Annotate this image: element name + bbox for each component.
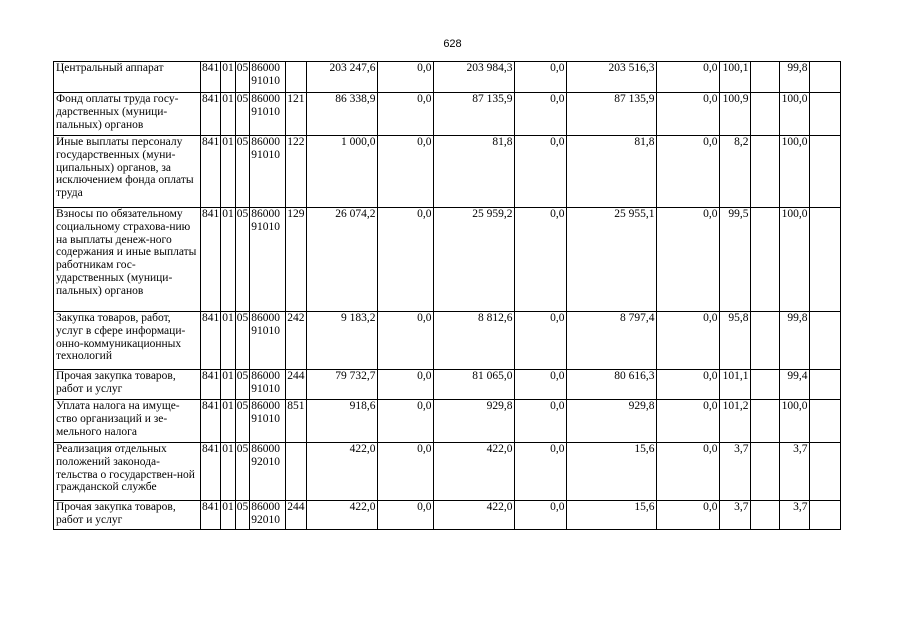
empty-cell xyxy=(809,501,840,530)
percent-cell: 99,5 xyxy=(719,208,750,312)
subsection-code: 05 xyxy=(235,400,250,443)
value-cell: 0,0 xyxy=(377,93,433,136)
value-cell: 0,0 xyxy=(514,312,566,370)
value-cell: 422,0 xyxy=(306,443,377,501)
value-cell: 0,0 xyxy=(377,62,433,93)
value-cell: 0,0 xyxy=(656,501,719,530)
ministry-code: 841 xyxy=(201,136,221,208)
section-code: 01 xyxy=(221,400,236,443)
value-cell: 15,6 xyxy=(566,443,656,501)
value-cell: 0,0 xyxy=(514,370,566,400)
section-code: 01 xyxy=(221,208,236,312)
value-cell: 26 074,2 xyxy=(306,208,377,312)
target-item-code-part: 86000 xyxy=(251,400,280,412)
empty-cell xyxy=(809,136,840,208)
section-code: 01 xyxy=(221,501,236,530)
value-cell: 79 732,7 xyxy=(306,370,377,400)
percent-cell: 99,8 xyxy=(779,312,809,370)
percent-cell: 3,7 xyxy=(719,443,750,501)
expense-type-code: 129 xyxy=(286,208,306,312)
value-cell: 0,0 xyxy=(377,208,433,312)
subsection-code: 05 xyxy=(235,370,250,400)
value-cell: 81,8 xyxy=(433,136,514,208)
value-cell: 0,0 xyxy=(377,400,433,443)
percent-cell: 100,0 xyxy=(779,400,809,443)
row-name: Взносы по обязательному социальному страхова-нию на выплаты денеж-ного содержания и иные выплаты работникам гос-ударственных (муници-пальных) органов xyxy=(54,208,201,312)
percent-cell: 8,2 xyxy=(719,136,750,208)
value-cell: 203 247,6 xyxy=(306,62,377,93)
value-cell: 0,0 xyxy=(514,208,566,312)
row-name: Реализация отдельных положений законода-тельства о государствен-ной гражданской службе xyxy=(54,443,201,501)
table-row xyxy=(54,501,841,530)
section-code: 01 xyxy=(221,62,236,93)
value-cell: 918,6 xyxy=(306,400,377,443)
target-item-code-part: 91010 xyxy=(251,220,280,233)
section-code: 01 xyxy=(221,136,236,208)
target-item-code-part: 92010 xyxy=(251,513,280,526)
value-cell: 25 955,1 xyxy=(566,208,656,312)
target-item-code-part: 91010 xyxy=(251,148,280,161)
ministry-code: 841 xyxy=(201,312,221,370)
value-cell: 80 616,3 xyxy=(566,370,656,400)
table-row xyxy=(54,312,841,370)
value-cell: 422,0 xyxy=(433,443,514,501)
value-cell: 0,0 xyxy=(377,136,433,208)
section-code: 01 xyxy=(221,93,236,136)
target-item-code-part: 91010 xyxy=(251,412,280,425)
target-item-code xyxy=(250,208,286,312)
table-row xyxy=(54,62,841,93)
value-cell: 203 984,3 xyxy=(433,62,514,93)
empty-cell xyxy=(750,93,779,136)
value-cell: 0,0 xyxy=(656,93,719,136)
target-item-code-part: 86000 xyxy=(251,62,280,74)
expense-type-code: 122 xyxy=(286,136,306,208)
target-item-code-part: 86000 xyxy=(251,136,280,148)
table-row xyxy=(54,136,841,208)
value-cell: 203 516,3 xyxy=(566,62,656,93)
subsection-code: 05 xyxy=(235,501,250,530)
value-cell: 0,0 xyxy=(656,443,719,501)
value-cell: 0,0 xyxy=(514,501,566,530)
value-cell: 0,0 xyxy=(514,136,566,208)
section-code: 01 xyxy=(221,443,236,501)
table-row xyxy=(54,208,841,312)
ministry-code: 841 xyxy=(201,62,221,93)
target-item-code xyxy=(250,370,286,400)
value-cell: 86 338,9 xyxy=(306,93,377,136)
expense-type-code: 242 xyxy=(286,312,306,370)
value-cell: 0,0 xyxy=(656,136,719,208)
value-cell: 87 135,9 xyxy=(566,93,656,136)
target-item-code-part: 91010 xyxy=(251,74,280,87)
subsection-code: 05 xyxy=(235,312,250,370)
percent-cell: 3,7 xyxy=(719,501,750,530)
ministry-code: 841 xyxy=(201,208,221,312)
value-cell: 422,0 xyxy=(433,501,514,530)
value-cell: 929,8 xyxy=(433,400,514,443)
empty-cell xyxy=(809,400,840,443)
target-item-code-part: 86000 xyxy=(251,208,280,220)
percent-cell: 3,7 xyxy=(779,443,809,501)
empty-cell xyxy=(809,370,840,400)
expense-type-code: 121 xyxy=(286,93,306,136)
subsection-code: 05 xyxy=(235,93,250,136)
percent-cell: 101,1 xyxy=(719,370,750,400)
percent-cell: 100,0 xyxy=(779,208,809,312)
empty-cell xyxy=(750,208,779,312)
empty-cell xyxy=(750,443,779,501)
target-item-code-part: 92010 xyxy=(251,455,280,468)
expense-type-code: 244 xyxy=(286,501,306,530)
empty-cell xyxy=(750,312,779,370)
subsection-code: 05 xyxy=(235,62,250,93)
target-item-code xyxy=(250,501,286,530)
percent-cell: 100,0 xyxy=(779,136,809,208)
target-item-code xyxy=(250,443,286,501)
expense-type-code xyxy=(286,443,306,501)
value-cell: 87 135,9 xyxy=(433,93,514,136)
section-code: 01 xyxy=(221,312,236,370)
value-cell: 8 797,4 xyxy=(566,312,656,370)
empty-cell xyxy=(809,443,840,501)
target-item-code-part: 91010 xyxy=(251,324,280,337)
expense-type-code: 244 xyxy=(286,370,306,400)
target-item-code xyxy=(250,400,286,443)
row-name: Уплата налога на имуще-ство организаций и зе-мельного налога xyxy=(54,400,201,443)
expense-type-code: 851 xyxy=(286,400,306,443)
value-cell: 0,0 xyxy=(514,93,566,136)
empty-cell xyxy=(750,501,779,530)
empty-cell xyxy=(809,62,840,93)
subsection-code: 05 xyxy=(235,136,250,208)
percent-cell: 100,9 xyxy=(719,93,750,136)
percent-cell: 3,7 xyxy=(779,501,809,530)
row-name: Прочая закупка товаров, работ и услуг xyxy=(54,370,201,400)
table-row xyxy=(54,370,841,400)
target-item-code xyxy=(250,62,286,93)
target-item-code-part: 91010 xyxy=(251,105,280,118)
target-item-code-part: 86000 xyxy=(251,312,280,324)
value-cell: 15,6 xyxy=(566,501,656,530)
value-cell: 8 812,6 xyxy=(433,312,514,370)
row-name: Закупка товаров, работ, услуг в сфере информаци-онно-коммуникационных технологий xyxy=(54,312,201,370)
row-name: Прочая закупка товаров, работ и услуг xyxy=(54,501,201,530)
target-item-code xyxy=(250,136,286,208)
target-item-code-part: 86000 xyxy=(251,370,280,382)
value-cell: 0,0 xyxy=(377,370,433,400)
subsection-code: 05 xyxy=(235,208,250,312)
row-name: Фонд оплаты труда госу-дарственных (муници-пальных) органов xyxy=(54,93,201,136)
table-row xyxy=(54,443,841,501)
row-name: Центральный аппарат xyxy=(54,62,201,93)
table-row xyxy=(54,400,841,443)
value-cell: 0,0 xyxy=(656,370,719,400)
percent-cell: 99,4 xyxy=(779,370,809,400)
budget-table xyxy=(53,61,841,530)
percent-cell: 95,8 xyxy=(719,312,750,370)
value-cell: 9 183,2 xyxy=(306,312,377,370)
row-name: Иные выплаты персоналу государственных (муни-ципальных) органов, за исключением фонда оплаты труда xyxy=(54,136,201,208)
percent-cell: 100,1 xyxy=(719,62,750,93)
ministry-code: 841 xyxy=(201,400,221,443)
ministry-code: 841 xyxy=(201,443,221,501)
target-item-code-part: 91010 xyxy=(251,382,280,395)
percent-cell: 101,2 xyxy=(719,400,750,443)
value-cell: 0,0 xyxy=(514,443,566,501)
empty-cell xyxy=(750,370,779,400)
percent-cell: 99,8 xyxy=(779,62,809,93)
page-number: 628 xyxy=(443,38,462,50)
value-cell: 0,0 xyxy=(377,312,433,370)
value-cell: 0,0 xyxy=(377,501,433,530)
value-cell: 0,0 xyxy=(656,312,719,370)
target-item-code xyxy=(250,93,286,136)
value-cell: 0,0 xyxy=(656,400,719,443)
value-cell: 0,0 xyxy=(656,208,719,312)
value-cell: 0,0 xyxy=(656,62,719,93)
ministry-code: 841 xyxy=(201,93,221,136)
empty-cell xyxy=(809,208,840,312)
empty-cell xyxy=(809,93,840,136)
empty-cell xyxy=(809,312,840,370)
percent-cell: 100,0 xyxy=(779,93,809,136)
table-row xyxy=(54,93,841,136)
value-cell: 1 000,0 xyxy=(306,136,377,208)
value-cell: 929,8 xyxy=(566,400,656,443)
value-cell: 81,8 xyxy=(566,136,656,208)
value-cell: 25 959,2 xyxy=(433,208,514,312)
target-item-code-part: 86000 xyxy=(251,93,280,105)
empty-cell xyxy=(750,62,779,93)
value-cell: 422,0 xyxy=(306,501,377,530)
subsection-code: 05 xyxy=(235,443,250,501)
ministry-code: 841 xyxy=(201,501,221,530)
expense-type-code xyxy=(286,62,306,93)
empty-cell xyxy=(750,400,779,443)
value-cell: 0,0 xyxy=(377,443,433,501)
value-cell: 0,0 xyxy=(514,400,566,443)
empty-cell xyxy=(750,136,779,208)
ministry-code: 841 xyxy=(201,370,221,400)
section-code: 01 xyxy=(221,370,236,400)
value-cell: 81 065,0 xyxy=(433,370,514,400)
value-cell: 0,0 xyxy=(514,62,566,93)
target-item-code xyxy=(250,312,286,370)
target-item-code-part: 86000 xyxy=(251,443,280,455)
target-item-code-part: 86000 xyxy=(251,501,280,513)
